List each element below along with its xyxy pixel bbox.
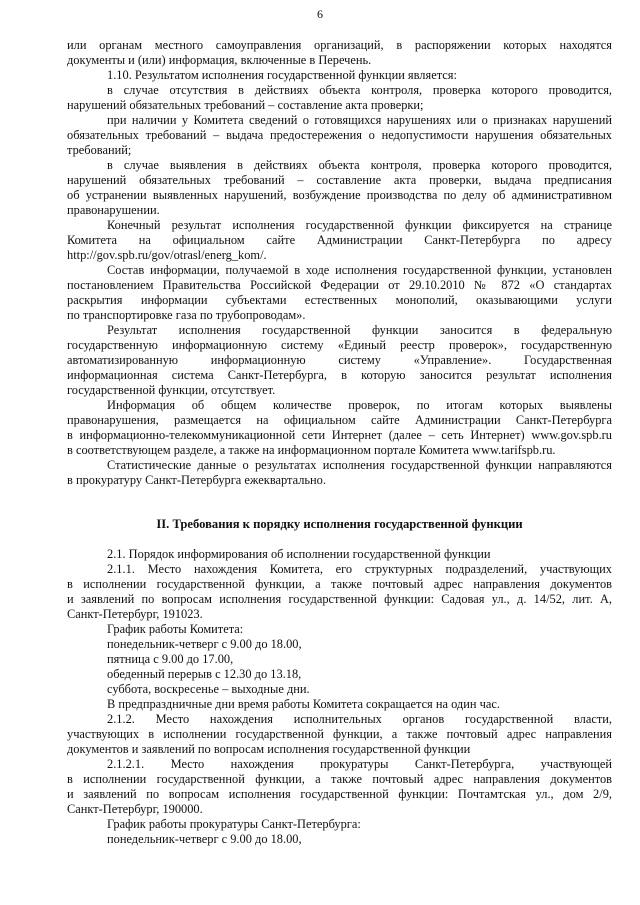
text-line: понедельник-четверг с 9.00 до 18.00, — [107, 832, 302, 846]
text-line: нарушений обязательных требований – составление акта проверки, выдача предписания — [67, 173, 612, 187]
text-line: раскрытия информации субъектами естественных монополий, оказывающими услуги — [67, 293, 612, 307]
text-line: государственную информационную систему «Единый реестр проверок», государственную — [67, 338, 612, 352]
text-line: государственной функции, отсутствует. — [67, 383, 276, 397]
text-line: в случае выявления в действиях объекта контроля, проверка которого проводится, — [107, 158, 612, 172]
text-line: Информация об общем количестве проверок, по итогам которых выявлены — [107, 398, 612, 412]
text-line: обязательных требований – выдача предостережения о недопустимости нарушения обязательных — [67, 128, 612, 142]
text-line: автоматизированную информационную систему «Управление». Государственная — [67, 353, 612, 367]
text-line: при наличии у Комитета сведений о готовящихся нарушениях или о признаках нарушений — [107, 113, 612, 127]
text-line: Комитета на официальном сайте Администрации Санкт-Петербурга по адресу — [67, 233, 612, 247]
text-line: Санкт-Петербург, 190000. — [67, 802, 203, 816]
text-line: правонарушения, размещается на официальном сайте Администрации Санкт-Петербурга — [67, 413, 612, 427]
text-line: в прокуратуру Санкт-Петербурга ежеквартально. — [67, 473, 326, 487]
text-line: нарушений обязательных требований – составление акта проверки; — [67, 98, 424, 112]
text-line: Санкт-Петербург, 191023. — [67, 607, 203, 621]
text-line: В предпраздничные дни время работы Комитета сокращается на один час. — [107, 697, 500, 711]
text-line: требований; — [67, 143, 132, 157]
text-line: правонарушении. — [67, 203, 160, 217]
text-line: в соответствующем разделе, а также на информационном портале Комитета www.tarifspb.ru. — [67, 443, 556, 457]
text-line: 2.1. Порядок информирования об исполнении государственной функции — [107, 547, 491, 561]
text-line: и заявлений по вопросам исполнения государственной функции: Почтамтская ул., дом 2/9, — [67, 787, 612, 801]
text-line: в информационно-телекоммуникационной сети Интернет (далее – сеть Интернет) www.gov.spb.ru — [67, 428, 612, 442]
text-line: 2.1.1. Место нахождения Комитета, его структурных подразделений, участвующих — [107, 562, 612, 576]
text-line: 1.10. Результатом исполнения государственной функции является: — [107, 68, 457, 82]
text-line: документы и (или) информация, включенные в Перечень. — [67, 53, 372, 67]
text-line: участвующих в исполнении государственной функции, а также почтовый адрес направления — [67, 727, 612, 741]
text-line: обеденный перерыв с 12.30 до 13.18, — [107, 667, 302, 681]
text-line: пятница с 9.00 до 17.00, — [107, 652, 234, 666]
text-line: в случае отсутствия в действиях объекта контроля, проверка которого проводится, — [107, 83, 612, 97]
text-line: постановлением Правительства Российской Федерации от 29.10.2010 № 872 «О стандартах — [67, 278, 612, 292]
text-line: документов и заявлений по вопросам исполнения государственной функции — [67, 742, 471, 756]
text-line: в исполнении государственной функции, а также почтовый адрес направления документов — [67, 772, 612, 786]
text-line: или органам местного самоуправления организаций, в распоряжении которых находятся — [67, 38, 612, 52]
text-line: Статистические данные о результатах исполнения государственной функции направляются — [107, 458, 612, 472]
section-heading: II. Требования к порядку исполнения государственной функции — [156, 517, 523, 531]
text-line: График работы Комитета: — [107, 622, 244, 636]
text-line: http://gov.spb.ru/gov/otrasl/energ_kom/. — [67, 248, 267, 262]
text-line: в исполнении государственной функции, а также почтовый адрес направления документов — [67, 577, 612, 591]
text-line: График работы прокуратуры Санкт-Петербурга: — [107, 817, 361, 831]
text-line: 2.1.2. Место нахождения исполнительных органов государственной власти, — [107, 712, 612, 726]
text-line: 2.1.2.1. Место нахождения прокуратуры Санкт-Петербурга, участвующей — [107, 757, 612, 771]
text-line: об устранении выявленных нарушений, возбуждение производства по делу об административном — [67, 188, 612, 202]
text-line: и заявлений по вопросам исполнения государственной функции: Садовая ул., д. 14/52, лит. А, — [67, 592, 612, 606]
text-line: Состав информации, получаемой в ходе исполнения государственной функции, установлен — [107, 263, 612, 277]
text-line: понедельник-четверг с 9.00 до 18.00, — [107, 637, 302, 651]
text-line: Конечный результат исполнения государственной функции фиксируется на странице — [107, 218, 612, 232]
text-line: Результат исполнения государственной функции заносится в федеральную — [107, 323, 612, 337]
text-line: суббота, воскресенье – выходные дни. — [107, 682, 310, 696]
page-number: 6 — [317, 7, 323, 21]
text-line: по транспортировке газа по трубопроводам». — [67, 308, 306, 322]
text-line: информационная система Санкт-Петербурга, в которую заносится результат исполнения — [67, 368, 612, 382]
